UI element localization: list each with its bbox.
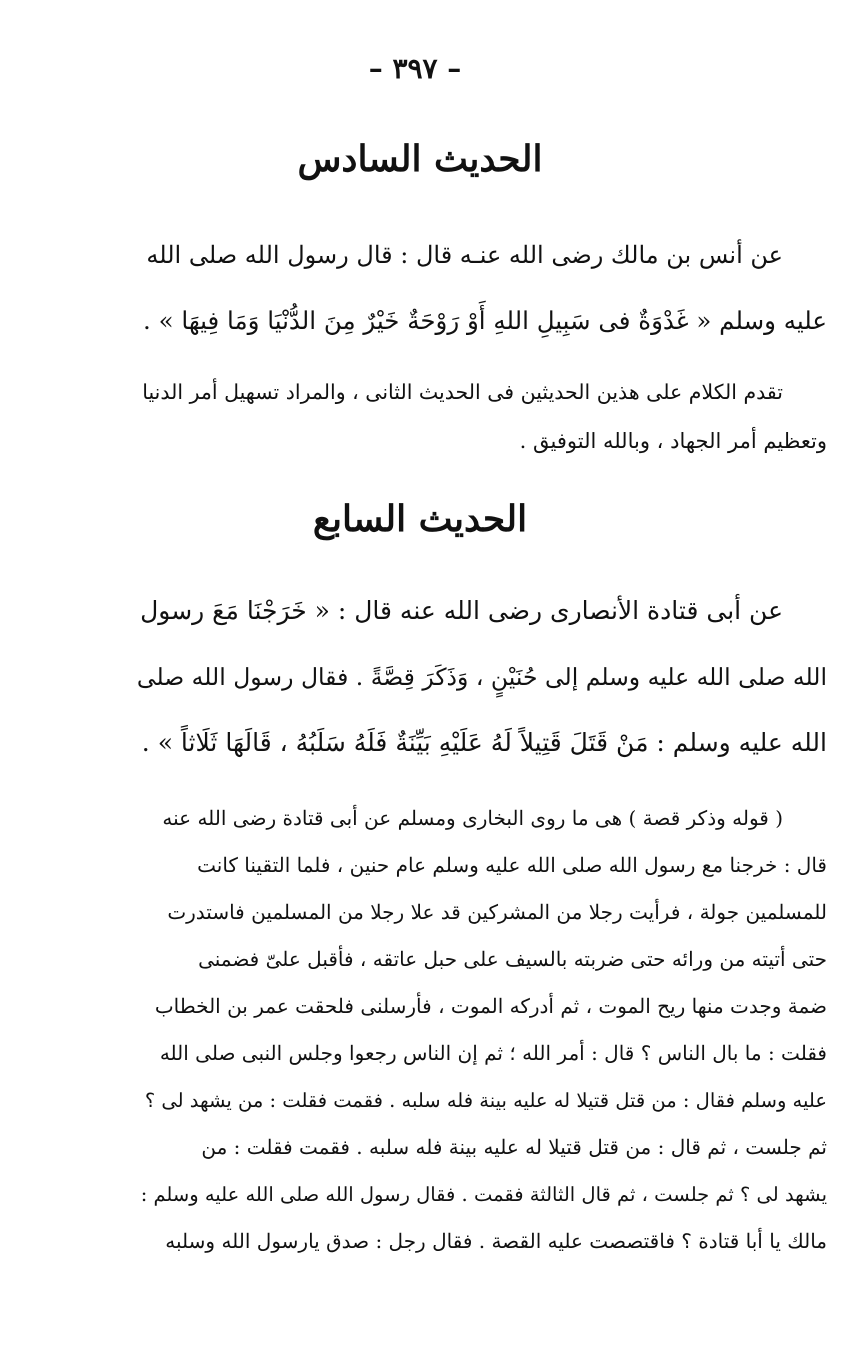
hadith-line: عن أنس بن مالك رضى الله عنـه قال : قال رسول الله صلى الله bbox=[146, 241, 783, 269]
hadith-line: عليه وسلم « غَدْوَةٌ فى سَبِيلِ اللهِ أَوْ رَوْحَةٌ خَيْرٌ مِنَ الدُّنْيَا وَمَا فِيهَا » . bbox=[143, 306, 827, 335]
section-7-hadith bbox=[137, 578, 827, 776]
commentary-line: تقدم الكلام على هذين الحديثين فى الحديث الثانى ، والمراد تسهيل أمر الدنيا bbox=[142, 380, 783, 404]
commentary-line: فقلت : ما بال الناس ؟ قال : أمر الله ؛ ثم إن الناس رجعوا وجلس النبى صلى الله bbox=[159, 1041, 827, 1065]
commentary-line: مالك يا أبا قتادة ؟ فاقتصصت عليه القصة . فقال رجل : صدق يارسول الله وسلبه bbox=[165, 1229, 827, 1253]
commentary-line: حتى أتيته من ورائه حتى ضربته بالسيف على حبل عاتقه ، فأقبل علىّ فضمنى bbox=[198, 947, 827, 971]
commentary-line: ( قوله وذكر قصة ) هى ما روى البخارى ومسلم عن أبى قتادة رضى الله عنه bbox=[162, 806, 783, 830]
commentary-line: ضمة وجدت منها ريح الموت ، ثم أدركه الموت ، فأرسلنى فلحقت عمر بن الخطاب bbox=[154, 994, 827, 1018]
page-number: – ٣٩٧ – bbox=[368, 52, 462, 85]
section-6-hadith bbox=[137, 222, 827, 354]
section-7-title: الحديث السابع bbox=[312, 498, 528, 540]
commentary-line: ثم جلست ، ثم قال : من قتل قتيلا له عليه بينة فله سلبه . فقمت فقلت : من bbox=[201, 1135, 827, 1159]
commentary-line: يشهد لى ؟ ثم جلست ، ثم قال الثالثة فقمت . فقال رسول الله صلى الله عليه وسلم : bbox=[140, 1183, 827, 1206]
hadith-line: الله صلى الله عليه وسلم إلى حُنَيْنٍ ، وَذَكَرَ قِصَّةً . فقال رسول الله صلى bbox=[137, 663, 827, 691]
hadith-line: عن أبى قتادة الأنصارى رضى الله عنه قال : « خَرَجْنَا مَعَ رسول bbox=[140, 596, 783, 625]
commentary-line: للمسلمين جولة ، فرأيت رجلا من المشركين قد علا رجلا من المسلمين فاستدرت bbox=[167, 900, 827, 924]
section-6-title: الحديث السادس bbox=[297, 138, 543, 180]
hadith-line: الله عليه وسلم : مَنْ قَتَلَ قَتِيلاً لَهُ عَلَيْهِ بَيِّنَةٌ فَلَهُ سَلَبُهُ ، قَالَهَا ثَلَاثاً » . bbox=[141, 728, 827, 757]
section-6-commentary bbox=[137, 368, 827, 466]
commentary-line: وتعظيم أمر الجهاد ، وبالله التوفيق . bbox=[519, 429, 827, 453]
section-7-commentary bbox=[137, 795, 827, 1265]
commentary-line: عليه وسلم فقال : من قتل قتيلا له عليه بينة فله سلبه . فقمت فقلت : من يشهد لى ؟ bbox=[144, 1089, 827, 1112]
commentary-line: قال : خرجنا مع رسول الله صلى الله عليه وسلم عام حنين ، فلما التقينا كانت bbox=[197, 853, 827, 877]
